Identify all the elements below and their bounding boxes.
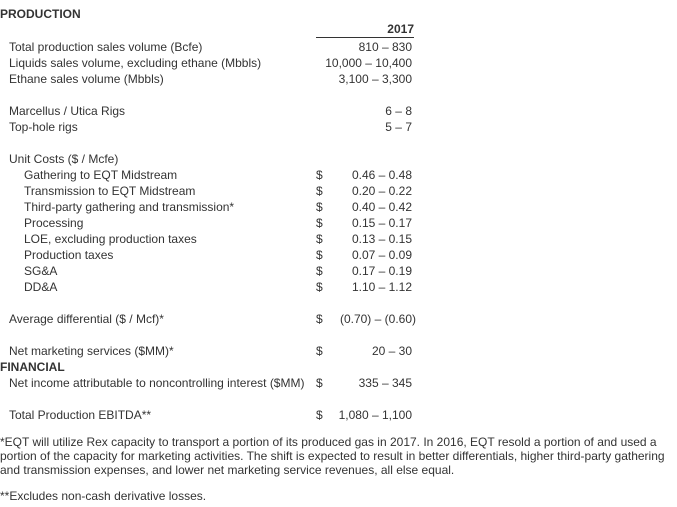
currency-symbol: $ [316,184,323,198]
footnote-rex-capacity: *EQT will utilize Rex capacity to transport a portion of its produced gas in 2017. In 2016, EQT resold a portion of and used a portion of the capacity for marketing activities. The shift is expected to result in better differentials, higher third-party gathering and transmission expenses, and lower net marketing service revenues, all else equal. [0,435,665,477]
footnote-derivative-losses: **Excludes non-cash derivative losses. [0,489,207,503]
financial-heading: FINANCIAL [0,360,65,374]
unit-cost-value: 0.07 – 0.09 [351,248,412,262]
unit-cost-label: Transmission to EQT Midstream [24,184,196,198]
volume-label: Total production sales volume (Bcfe) [9,40,203,54]
rigs-value: 5 – 7 [385,120,412,134]
rigs-label: Marcellus / Utica Rigs [9,104,126,118]
net-income-label: Net income attributable to noncontrolling interest ($MM) [9,376,305,390]
volume-value: 810 – 830 [358,40,412,54]
currency-symbol: $ [316,344,323,358]
rigs-value: 6 – 8 [385,104,412,118]
volume-label: Liquids sales volume, excluding ethane (Mbbls) [9,56,262,70]
ebitda-label: Total Production EBITDA** [9,408,152,422]
currency-symbol: $ [316,168,323,182]
production-heading: PRODUCTION [0,7,81,21]
ebitda-value: 1,080 – 1,100 [338,408,412,422]
year-header: 2017 [387,22,414,36]
unit-cost-value: 0.15 – 0.17 [351,216,412,230]
currency-symbol: $ [316,264,323,278]
unit-costs-heading: Unit Costs ($ / Mcfe) [9,152,119,166]
net-marketing-value: 20 – 30 [371,344,412,358]
currency-symbol: $ [316,248,323,262]
avg-differential-value: (0.70) – (0.60) [339,312,416,326]
currency-symbol: $ [316,376,323,390]
net-marketing-label: Net marketing services ($MM)* [9,344,174,358]
unit-cost-value: 0.17 – 0.19 [351,264,412,278]
unit-cost-label: Third-party gathering and transmission* [24,200,235,214]
rigs-label: Top-hole rigs [9,120,78,134]
year-header-rule [316,37,414,38]
currency-symbol: $ [316,216,323,230]
currency-symbol: $ [316,280,323,294]
unit-cost-value: 1.10 – 1.12 [351,280,412,294]
unit-cost-label: Processing [24,216,84,230]
currency-symbol: $ [316,232,323,246]
net-income-value: 335 – 345 [358,376,412,390]
unit-cost-value: 0.20 – 0.22 [351,184,412,198]
volume-label: Ethane sales volume (Mbbls) [9,72,164,86]
unit-cost-value: 0.46 – 0.48 [351,168,412,182]
unit-cost-label: Production taxes [24,248,114,262]
avg-differential-label: Average differential ($ / Mcf)* [9,312,164,326]
currency-symbol: $ [316,200,323,214]
unit-cost-label: DD&A [24,280,58,294]
currency-symbol: $ [316,312,323,326]
unit-cost-value: 0.40 – 0.42 [351,200,412,214]
unit-cost-label: SG&A [24,264,58,278]
volume-value: 3,100 – 3,300 [338,72,412,86]
currency-symbol: $ [316,408,323,422]
unit-cost-label: Gathering to EQT Midstream [24,168,178,182]
unit-cost-value: 0.13 – 0.15 [351,232,412,246]
unit-cost-label: LOE, excluding production taxes [24,232,197,246]
volume-value: 10,000 – 10,400 [325,56,412,70]
